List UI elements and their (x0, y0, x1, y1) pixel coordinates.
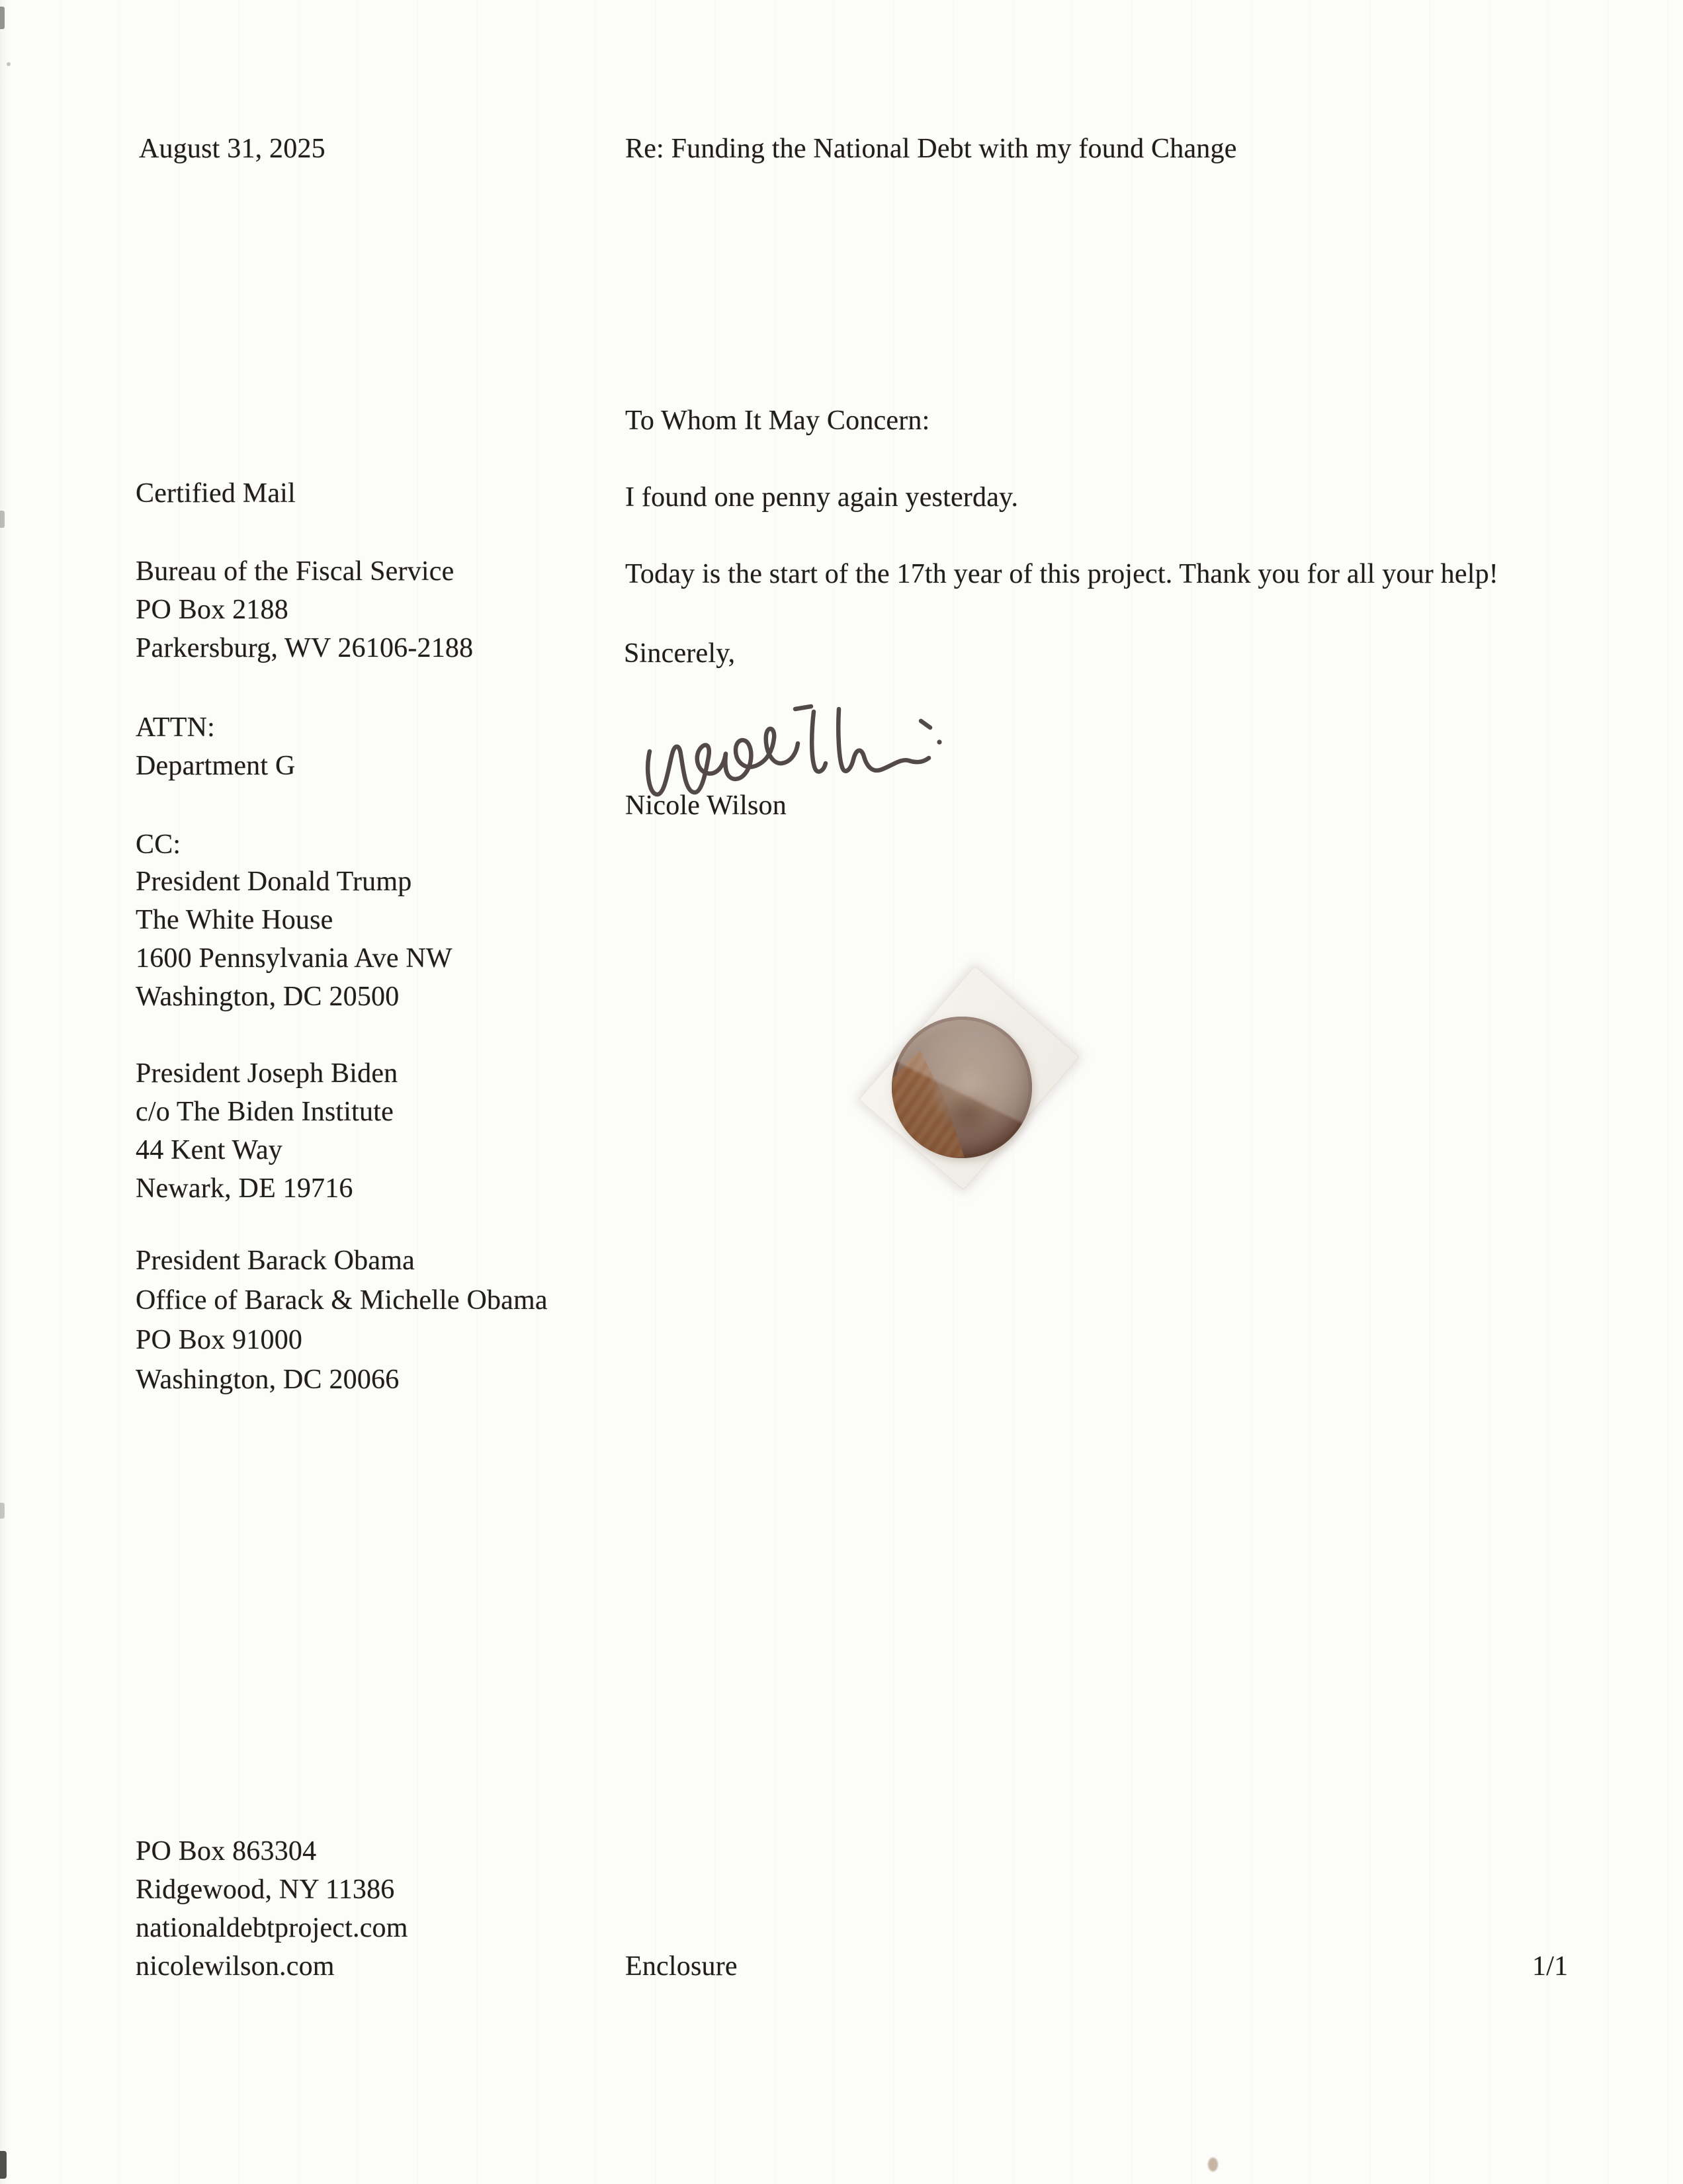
enclosure-label: Enclosure (625, 1951, 738, 1982)
cc-label: CC: (136, 829, 181, 860)
attn-value: Department G (136, 751, 296, 781)
penny-coin (892, 1017, 1032, 1158)
tape-sheen-over-coin (892, 1017, 1032, 1158)
scan-artifact-speck (7, 62, 11, 66)
address-line: c/o The Biden Institute (136, 1097, 394, 1127)
cc-recipient-biden (136, 1054, 398, 1208)
page-number: 1/1 (1532, 1951, 1569, 1982)
scan-artifact-dot (1208, 2158, 1218, 2171)
scan-artifact-edge-mark (0, 1503, 5, 1519)
address-line: President Joseph Biden (136, 1058, 398, 1089)
address-line: nicolewilson.com (136, 1951, 335, 1982)
signer-name: Nicole Wilson (625, 790, 787, 821)
delivery-method: Certified Mail (136, 478, 296, 509)
address-line: President Barack Obama (136, 1245, 415, 1276)
attn-label: ATTN: (136, 712, 215, 743)
address-line: Parkersburg, WV 26106-2188 (136, 633, 474, 663)
address-line: Washington, DC 20500 (136, 982, 400, 1012)
scan-artifact-edge-mark (0, 511, 5, 528)
cc-recipient-trump (136, 862, 453, 1016)
address-line: Ridgewood, NY 11386 (136, 1874, 395, 1905)
address-line: PO Box 2188 (136, 595, 288, 625)
address-line: Bureau of the Fiscal Service (136, 556, 454, 587)
address-line: Washington, DC 20066 (136, 1365, 400, 1395)
sender-address-block (136, 1832, 408, 1986)
scan-artifact-corner-mark (0, 2151, 7, 2179)
address-line: 44 Kent Way (136, 1135, 283, 1165)
closing: Sincerely, (624, 638, 736, 669)
letter-date: August 31, 2025 (139, 134, 325, 164)
address-line: PO Box 863304 (136, 1836, 317, 1867)
body-paragraph-2: Today is the start of the 17th year of this project. Thank you for all your help! (625, 559, 1498, 589)
body-paragraph-1: I found one penny again yesterday. (625, 482, 1019, 513)
cc-recipient-obama (136, 1241, 548, 1400)
salutation: To Whom It May Concern: (625, 405, 930, 436)
address-line: Office of Barack & Michelle Obama (136, 1285, 548, 1316)
address-line: President Donald Trump (136, 866, 412, 897)
attn-block (136, 708, 295, 785)
recipient-address-block (136, 552, 473, 667)
address-line: nationaldebtproject.com (136, 1913, 408, 1943)
address-line: 1600 Pennsylvania Ave NW (136, 943, 453, 974)
address-line: Newark, DE 19716 (136, 1173, 353, 1204)
subject-line: Re: Funding the National Debt with my found Change (625, 134, 1237, 164)
address-line: PO Box 91000 (136, 1325, 303, 1355)
scan-artifact-edge-mark (0, 7, 5, 29)
address-line: The White House (136, 905, 333, 935)
